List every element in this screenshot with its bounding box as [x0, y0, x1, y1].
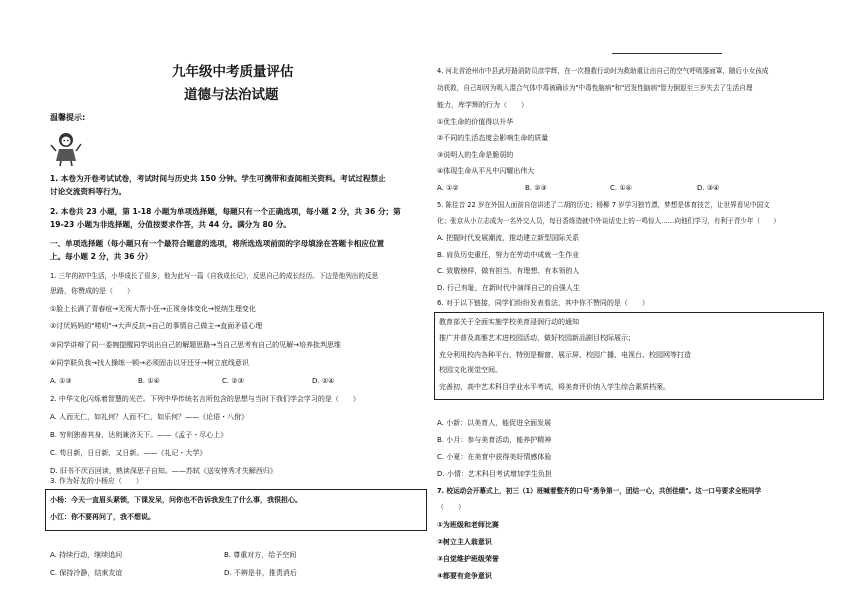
q3-choice-c: C. 保持冷静，结束友谊: [50, 569, 123, 577]
q4-choice-d: D. ③④: [697, 184, 720, 192]
tips-label: 温馨提示:: [50, 113, 86, 122]
q1-opt-4: ④同学联负我→找人操练一顿→必须固击以牙还牙→树立底线意识: [50, 359, 249, 367]
q6-box-line-2: 推广并普及高雅艺术进校园活动，做好校园新品剧目校际展示；: [439, 334, 635, 342]
q4-opt-1: ①优生命的价值得以升华: [437, 118, 514, 126]
section1-heading-a: 一、单项选择题（每小题只有一个最符合题意的选项，将所选选项前面的字母填涂在答题卡相应位置: [50, 239, 385, 248]
q1-choice-a: A. ①③: [50, 377, 72, 385]
q6-box-line-1: 教育部关于全面实施学校美育浸润行动的通知: [439, 318, 579, 326]
q4-choice-b: B. ②③: [525, 184, 547, 192]
q1-opt-3: ③同学讲辩了同一委婉提醒同学说出自己的解题思路→当自己思考有自己的见解→培养批判思维: [50, 341, 342, 349]
q1-opt-1: ①脸上长满了青春痘→无视大帮小狂→正视身体变化→悦纳生理变化: [50, 305, 256, 313]
header-rule: [612, 53, 722, 54]
note-2b: 19-23 小题为非选择题，分值按要求作答，共 44 分。满分为 80 分。: [50, 220, 291, 229]
q7-opt-1: ①为班级和老师比赛: [437, 521, 499, 529]
q1-stem-b: 思路，你赞成的是（ ）: [50, 287, 134, 295]
q3-box-line-1: 小杨：今天一直眉头紧锁，下课发呆，问你也不告诉我发生了什么事，我很担心。: [50, 496, 302, 504]
q7-opt-4: ④都要有竞争意识: [437, 572, 492, 580]
note-1a: 1. 本卷为开卷考试试卷，考试时间与历史共 150 分钟。学生可携带和查阅相关资料。考试过程禁止: [50, 174, 386, 183]
q4-stem-c: 能力，库学辉的行为（ ）: [437, 101, 528, 109]
q7-stem-a: 7. 校运动会开幕式上，初三（1）班喊着整齐的口号"勇争第一，团结一心，共创佳绩"。这一口号要求全班同学: [437, 487, 762, 495]
q2-choice-d: D. 旧书不厌百回读，熟读深思子自知。——苏轼《送安惇秀才失解西归》: [50, 467, 277, 475]
q4-opt-4: ④体现生命从平凡中闪耀出伟大: [437, 167, 535, 175]
q3-choice-b: B. 尊重对方，给予空间: [224, 551, 297, 559]
q4-opt-3: ③说明人的生命是脆弱的: [437, 151, 514, 159]
q1-choice-d: D. ②④: [312, 377, 335, 385]
q6-stem: 6. 对于以下链接，同学们纷纷发表看法，其中你不赞同的是（ ）: [437, 299, 649, 307]
q1-choice-c: C. ②③: [222, 377, 244, 385]
q6-choice-c: C. 小夏：在美育中获得美好情感体验: [437, 453, 552, 461]
q2-stem: 2. 中华文化闪烁着智慧的光芒。下列中华传统名言所包含的思想与当时下我们学会学习的是（ ）: [50, 395, 360, 403]
q5-stem-a: 5. 陈佳音 22 岁在外国人面前自信讲述了二胡的历史；杨柳 7 岁学习独竹漂，梦想是体育技艺，让世界看见中国文: [437, 201, 770, 209]
q4-opt-2: ②不同的生活态度会影响生命的质量: [437, 134, 549, 142]
q7-opt-2: ②树立主人翁意识: [437, 538, 492, 546]
q5-choice-d: D. 行己有耻，在新时代中演绎自己的自强人生: [437, 284, 580, 292]
q6-box-line-4: 校园文化视觉空间。: [439, 366, 502, 374]
q5-stem-b: 化；张京从小立志成为一名外交人员，每日香练造就中外谈话史上的一鸣惊人……向他们学习，有利于青少年（ ）: [437, 217, 780, 225]
q3-box-line-2: 小江：你不要再问了，我不想说。: [50, 513, 155, 521]
q5-choice-a: A. 把握时代发展潮流，推动建立新型国际关系: [437, 234, 580, 242]
q4-stem-a: 4. 河北省沧州市中县武圩路消防员彦学辉，在一次搜救行动时为救助重让出自己的空气呼吸器面罩，随后小女孩成: [437, 67, 769, 75]
q6-box-line-5: 完善初、高中艺术科目学业水平考试，将美育评价纳入学生综合素质档案。: [439, 383, 670, 391]
q2-choice-c: C. 苟日新，日日新，又日新。——《礼记・大学》: [50, 449, 207, 457]
mascot-image: [50, 131, 82, 167]
q5-choice-c: C. 致敬榜样，做有担当、有理想、有本领的人: [437, 267, 580, 275]
q3-choice-d: D. 不辨是非，推责消后: [224, 569, 297, 577]
note-1b: 讨论交流资料等行为。: [50, 187, 126, 196]
q6-choice-d: D. 小情：艺术科目考试增加学生负担: [437, 470, 552, 478]
q1-stem-a: 1. 三年的初中生活，小华成长了很多，他为此写一篇《自我成长记》，反思自己的成长经历。下边是他列出的反思: [50, 272, 379, 280]
q4-choice-a: A. ①②: [437, 184, 459, 192]
q3-choice-a: A. 持续行动，继续追问: [50, 551, 123, 559]
q6-box-line-3: 充分利用校内各种平台，特别是橱窗、展示屏、校园广播、电视台、校园网等打造: [439, 351, 691, 359]
exam-title: 九年级中考质量评估: [172, 64, 294, 80]
q2-choice-a: A. 人而无仁，如礼何？人而不仁，如乐何？——《论语・八佾》: [50, 413, 249, 421]
q1-opt-2: ②讨厌妈妈的"唠叨"→大声反抗→自己的事情自己做主→直面矛盾心理: [50, 322, 263, 330]
q7-opt-3: ③自觉维护班级荣誉: [437, 555, 499, 563]
q6-choice-a: A. 小新：以美育人，能促进全面发展: [437, 419, 552, 427]
q7-stem-b: （ ）: [437, 503, 465, 511]
q5-choice-b: B. 肩负历史重任，努力在劳动中成就一生作业: [437, 251, 580, 259]
q1-choice-b: B. ①④: [138, 377, 160, 385]
q2-choice-b: B. 穷则独善其身，达则兼济天下。——《孟子・尽心上》: [50, 431, 228, 439]
q4-stem-b: 功获救，自己却因为吸入混合气体中毒被确诊为"中毒性脑病"和"迟发性脑病"智力倒退至三岁失去了生活自理: [437, 84, 753, 92]
q3-stem: 3. 作为好友的小杨应（ ）: [50, 477, 143, 485]
exam-subtitle: 道德与法治试题: [184, 87, 279, 103]
section1-heading-b: 上。每小题 2 分，共 36 分）: [50, 252, 153, 261]
q4-choice-c: C. ①④: [610, 184, 632, 192]
q6-choice-b: B. 小月：参与美育活动，能养护精神: [437, 436, 552, 444]
note-2a: 2. 本卷共 23 小题，第 1-18 小题为单项选择题，每题只有一个正确选项，每小题 2 分，共 36 分；第: [50, 207, 401, 216]
